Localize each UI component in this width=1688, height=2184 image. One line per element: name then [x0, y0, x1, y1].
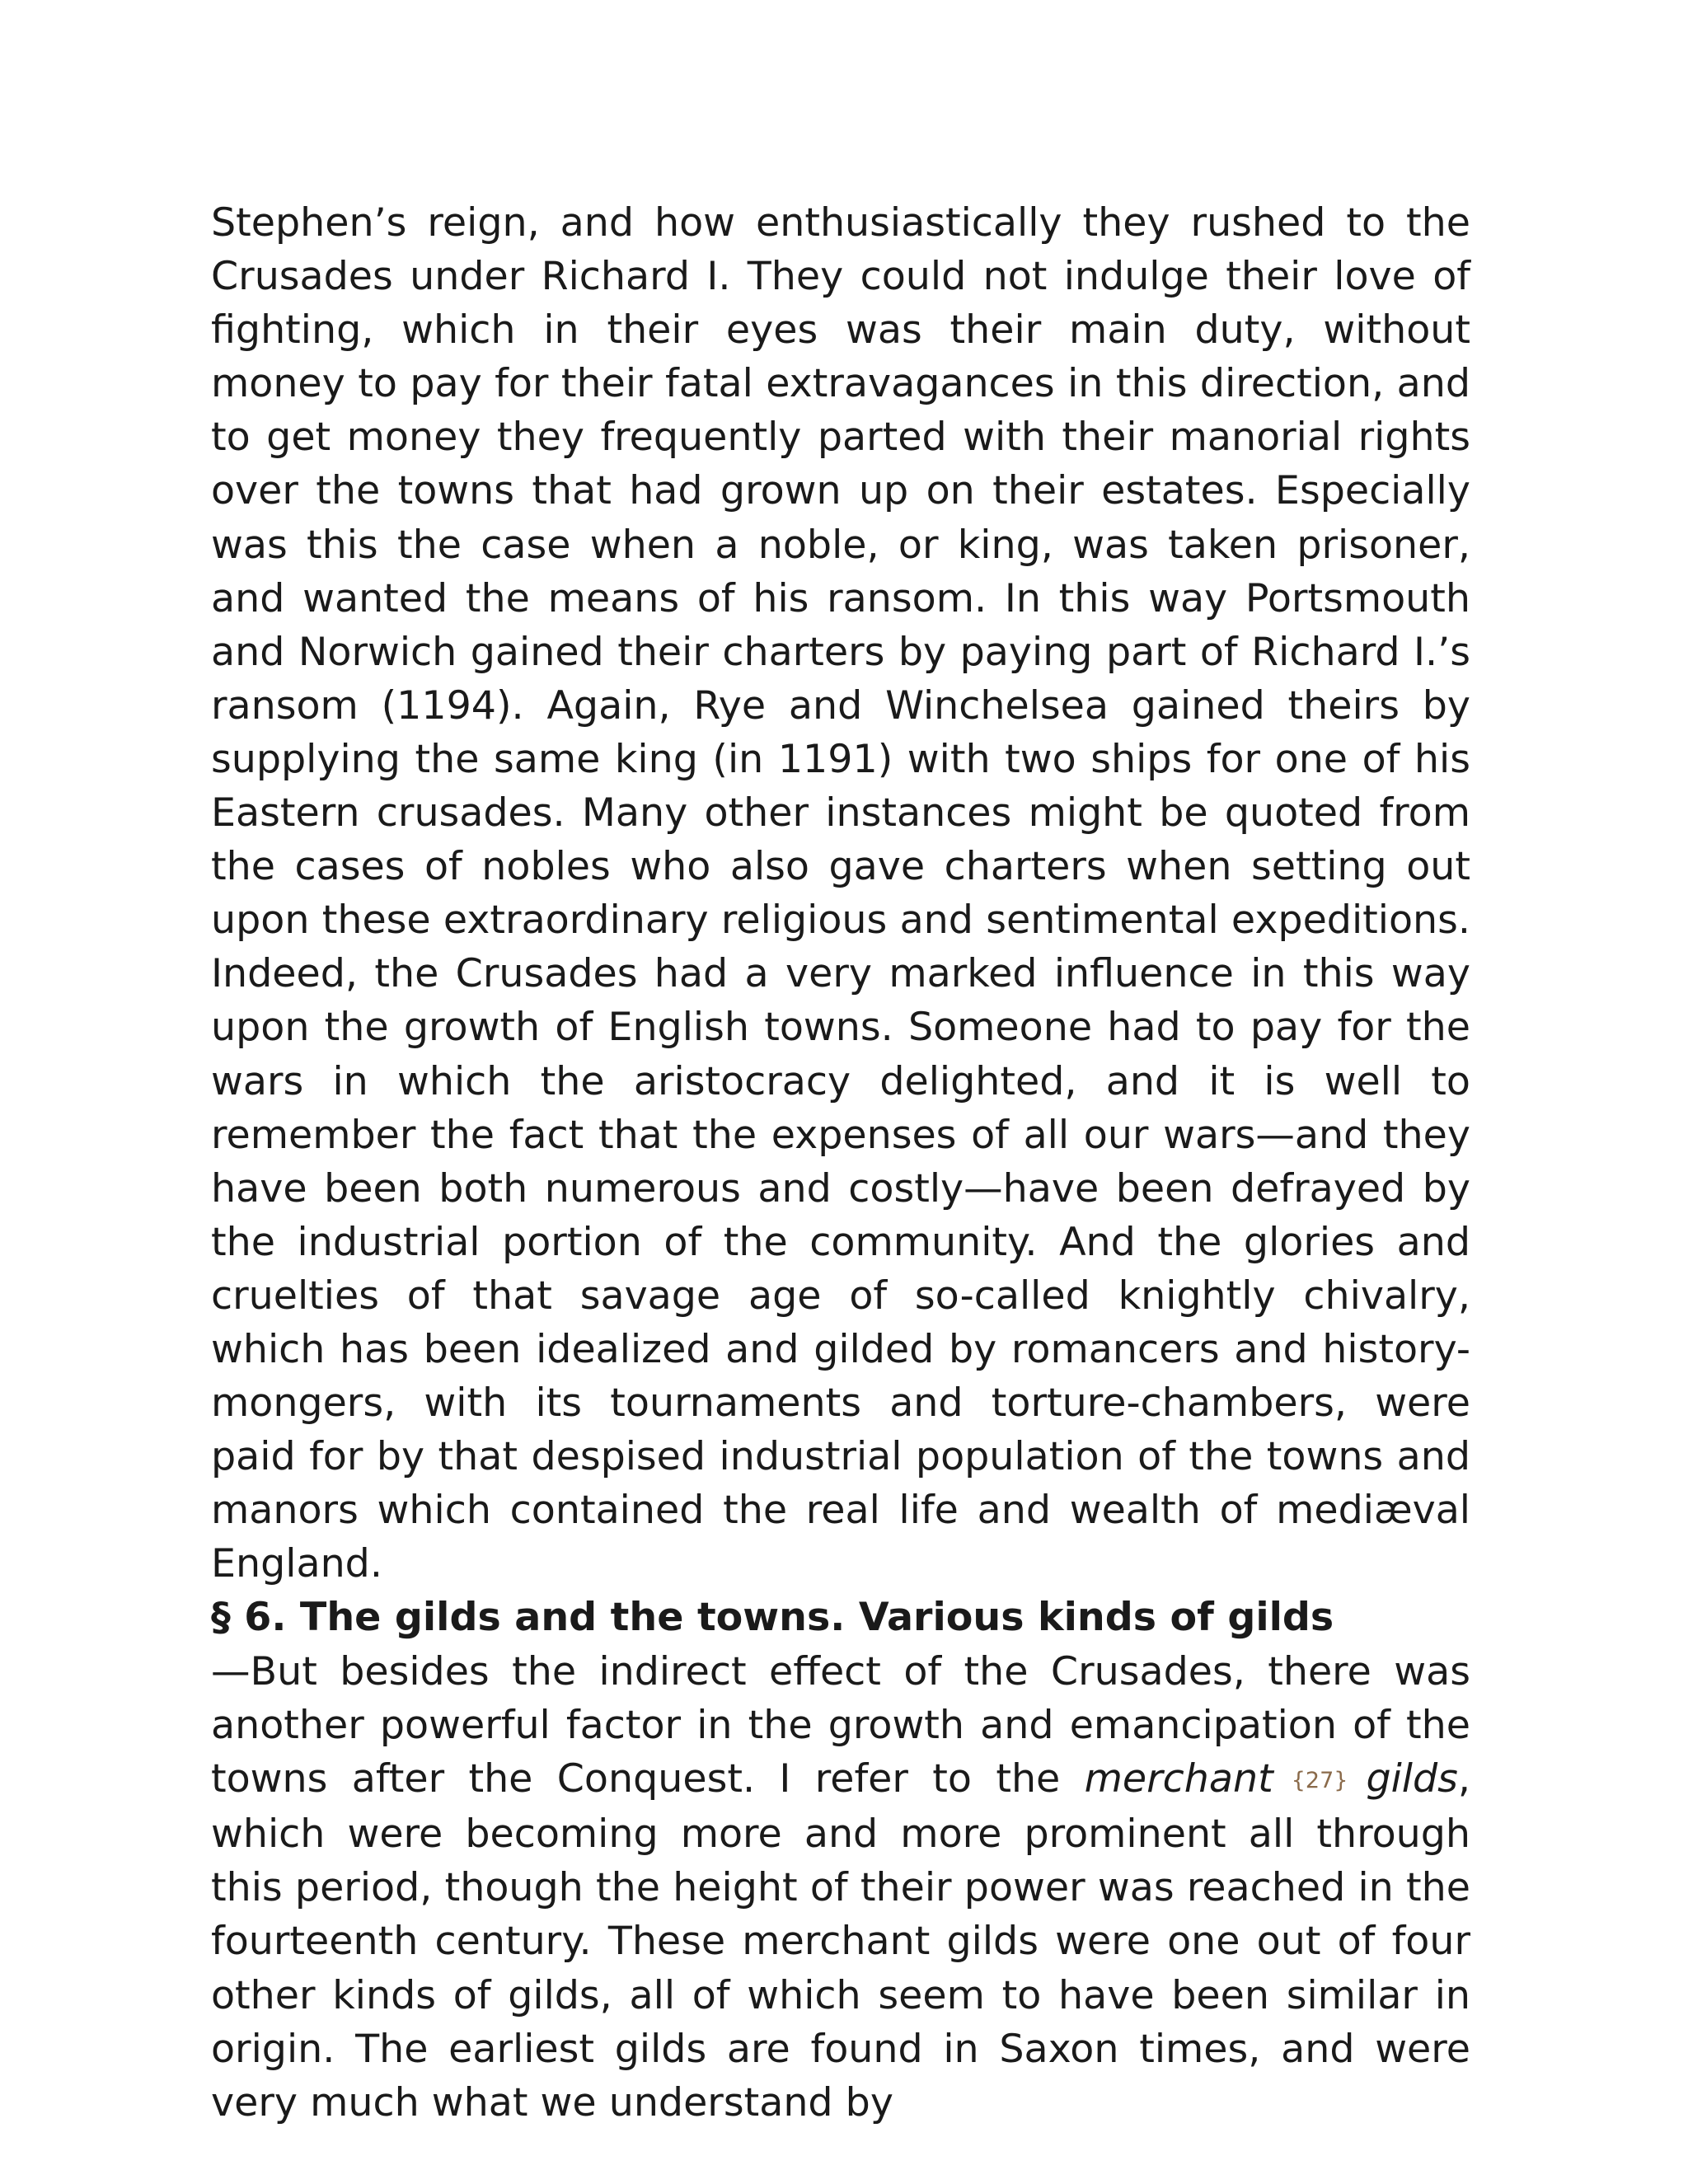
paragraph-text: , which were becoming more and more prominent all through this period, though the height of their power was reached in the fourteenth century. These merchant gilds were one out of four other kinds of gilds, all of which seem to have been similar in origin. The earliest gilds are found in Saxon times, and were very much what we understand by [211, 1755, 1470, 2125]
body-paragraph: Stephen’s reign, and how enthusiastically they rushed to the Crusades under Richard I. They could not indulge their love of fighting, which in their eyes was their main duty, without money to pay for their fatal extravagances in this direction, and to get money they frequently parted with their manorial rights over the towns that had grown up on their estates. Especially was this the case when a noble, or king, was taken prisoner, and wanted the means of his ransom. In this way Portsmouth and Norwich gained their charters by paying part of Richard I.’s ransom (1194). Again, Rye and Winchelsea gained theirs by supplying the same king (in 1191) with two ships for one of his Eastern crusades. Many other instances might be quoted from the cases of nobles who also gave charters when setting out upon these extraordinary religious and sentimental expeditions. Indeed, the Crusades had a very marked influence in this way upon the growth of English towns. Someone had to pay for the wars in which the aristocracy delighted, and it is well to remember the fact that the expenses of all our wars—and they have been both numerous and costly—have been defrayed by the industrial portion of the community. And the glories and cruelties of that savage age of so-called knightly chivalry, which has been idealized and gilded by romancers and history-mongers, with its tournaments and torture-chambers, were paid for by that despised industrial population of the towns and manors which contained the real life and wealth of mediæval England. [211, 200, 1470, 1587]
emphasis-merchant: merchant [1084, 1755, 1273, 1802]
page-number-marker[interactable]: {27} [1291, 1768, 1348, 1794]
paragraph-text: —But besides the indirect effect of the Crusades, there was another powerful factor in the growth and emancipation of the towns after the Conquest. I refer to the [211, 1648, 1470, 1802]
page-content [211, 196, 1470, 2130]
section-heading: § 6. The gilds and the towns. Various kinds of gilds [211, 1595, 1334, 1641]
body-paragraph [211, 1645, 1470, 2130]
emphasis-gilds: gilds [1366, 1755, 1458, 1802]
